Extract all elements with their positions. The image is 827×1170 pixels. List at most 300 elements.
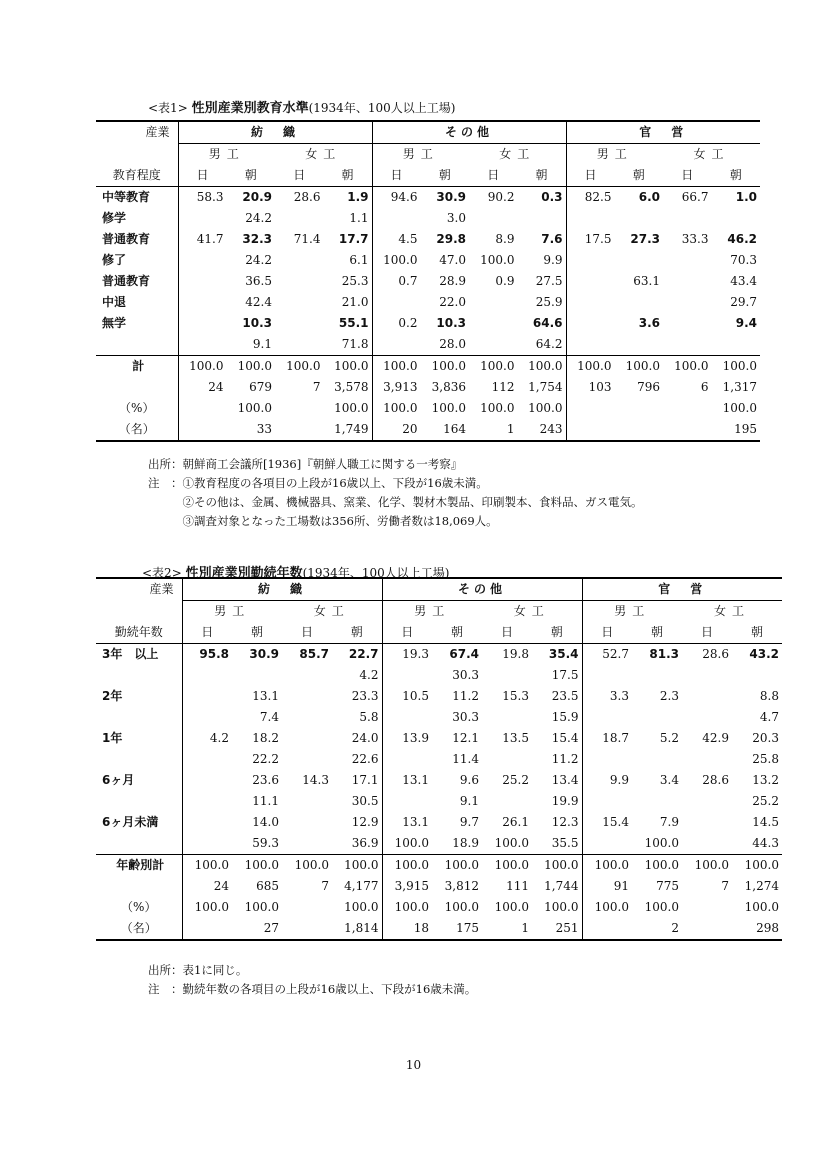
- table2-cell: [482, 707, 532, 728]
- table2-cell: 13.1: [382, 812, 432, 833]
- table2-total-cell: [682, 897, 732, 918]
- table1-cell: 24.2: [245, 253, 272, 267]
- table1-cell: [663, 334, 712, 356]
- table1-cell: 1.1: [349, 211, 369, 225]
- table2-cell: 18.2: [252, 731, 279, 745]
- table2-cell: [382, 749, 432, 770]
- table2-total-cell: 685: [256, 879, 279, 893]
- table2: [96, 577, 782, 941]
- table1-cell: 94.6: [372, 187, 421, 209]
- table1-total-label: 計: [96, 356, 178, 378]
- table2-cell: 8.8: [759, 689, 779, 703]
- table1-cell: 43.4: [730, 274, 757, 288]
- table1-cell: 0.9: [495, 274, 515, 288]
- table2-caption-num: <表2>: [142, 566, 182, 580]
- table1-cell: [275, 313, 324, 334]
- table2-cell: [182, 665, 232, 686]
- table1-cell: 58.3: [178, 187, 227, 209]
- table2-cell: [682, 812, 732, 833]
- table1-total-cell: [178, 398, 227, 419]
- table1-cell: [615, 334, 664, 356]
- table2-total-cell: [682, 918, 732, 940]
- table2-total-row: [96, 897, 782, 918]
- table1-total-cell: 7: [312, 380, 321, 394]
- table1-total-cell: [275, 398, 324, 419]
- table2-total-row: [96, 918, 782, 940]
- table1-row-label: 普通教育: [102, 274, 151, 288]
- table1-row-label: 中退: [102, 295, 127, 309]
- table2-total-cell: 100.0: [182, 855, 232, 877]
- table2-notes: [148, 961, 476, 999]
- table1-total-cell: [615, 398, 664, 419]
- table2-total-cell: 100.0: [432, 855, 482, 877]
- table2-cell: [682, 707, 732, 728]
- table1-ds-11: 朝: [712, 165, 761, 187]
- table1-total-cell: [615, 419, 664, 441]
- table2-total-cell: 100.0: [344, 900, 379, 914]
- table1-cell: 17.7: [338, 232, 369, 246]
- table2-total-cell: 100.0: [582, 855, 632, 877]
- table2-cell: 9.6: [459, 773, 479, 787]
- table1-total-cell: 195: [712, 419, 761, 441]
- table2-cell: 12.1: [452, 731, 479, 745]
- table1-hdr-rowlabel: 教育程度: [96, 165, 178, 187]
- table2-row: [96, 665, 782, 686]
- table2-cell: 18.9: [452, 836, 479, 850]
- table1-row: [96, 271, 760, 292]
- table2-total-cell: 111: [506, 879, 529, 893]
- table1-total-cell: 100.0: [566, 356, 615, 378]
- table1-cell: 66.7: [681, 190, 709, 204]
- table2-cell: [182, 770, 232, 791]
- table1-cell: 6.1: [349, 253, 369, 267]
- table1-total-cell: [178, 419, 227, 441]
- table1-total-cell: 20: [372, 419, 421, 441]
- table2-cell: 11.1: [252, 794, 279, 808]
- table1-total-cell: 100.0: [480, 401, 515, 415]
- table2-cell: [232, 665, 282, 686]
- table1-subgroup-0: 男工: [178, 144, 275, 166]
- table2-cell: 36.9: [351, 836, 379, 850]
- table1-cell: 29.7: [730, 295, 757, 309]
- table1-cell: [469, 292, 518, 313]
- table1-ds-3: 朝: [324, 165, 373, 187]
- table1-ds-8: 日: [566, 165, 615, 187]
- table2-cell: [282, 749, 332, 770]
- table1-subgroup-1: 女工: [305, 147, 342, 161]
- table1-total-cell: 1,754: [528, 380, 563, 394]
- table1-total-label: （名）: [96, 419, 178, 441]
- table1-cell: [615, 292, 664, 313]
- table2-cell: [632, 749, 682, 770]
- table2-cell: [382, 665, 432, 686]
- table2-total-cell: 100.0: [544, 900, 579, 914]
- table2-cell: 52.7: [582, 644, 632, 666]
- table2-cell: [282, 833, 332, 855]
- table2-row: [96, 707, 782, 728]
- table1-cell: 17.5: [566, 229, 615, 250]
- table1-cell: 9.9: [543, 253, 563, 267]
- table2-cell: 18.7: [582, 728, 632, 749]
- table1-total-cell: 3,836: [431, 380, 466, 394]
- table2-cell: 19.8: [502, 647, 529, 661]
- table1-cell: [566, 292, 615, 313]
- table1-cell: [178, 334, 227, 356]
- table2-cell: [732, 665, 782, 686]
- table2-cell: 7.9: [659, 815, 679, 829]
- table1-cell: [566, 271, 615, 292]
- table1-subgroup-3: 女工: [499, 147, 536, 161]
- table2-cell: 30.5: [351, 794, 379, 808]
- table2-total-cell: 100.0: [282, 855, 332, 877]
- table2-cell: [282, 686, 332, 707]
- table2-ds-10: 日: [682, 622, 732, 644]
- table1-group-2: 官 営: [566, 121, 760, 144]
- table2-total-cell: 100.0: [382, 855, 432, 877]
- table2-cell: 23.6: [252, 773, 279, 787]
- table1-row-label: 修学: [102, 211, 127, 225]
- table2-cell: [282, 665, 332, 686]
- table2-row: [96, 791, 782, 812]
- table2-cell: 100.0: [494, 836, 529, 850]
- table2-cell: 13.1: [382, 770, 432, 791]
- table1-note-line: ②その他は、金属、機械器具、窯業、化学、製材木製品、印刷製本、食料品、ガス電気。: [148, 495, 643, 509]
- table2-cell: 85.7: [299, 647, 329, 661]
- table2-total-cell: 2: [632, 918, 682, 940]
- table2-cell: [282, 812, 332, 833]
- table2-total-cell: 100.0: [582, 897, 632, 918]
- table1-total-row: [96, 398, 760, 419]
- table2-group-2: 官 営: [582, 578, 782, 601]
- table1-total-cell: 100.0: [227, 356, 276, 378]
- table1-total-cell: 100.0: [372, 356, 421, 378]
- table1-cell: [275, 271, 324, 292]
- table2-total-cell: 100.0: [332, 855, 382, 877]
- table2-total-cell: 100.0: [444, 900, 479, 914]
- table2-row-label: [96, 833, 182, 855]
- table1-cell: [712, 208, 761, 229]
- table1-total-cell: 100.0: [324, 356, 373, 378]
- table1-cell: [178, 313, 227, 334]
- table2-cell: 9.9: [582, 770, 632, 791]
- table1-cell: 30.9: [436, 190, 466, 204]
- table1-cell: [275, 292, 324, 313]
- table1: [96, 120, 760, 442]
- table1-cell: [566, 313, 615, 334]
- table1-row: [96, 292, 760, 313]
- table2-total-label: 年齢別計: [96, 855, 182, 877]
- table1-total-cell: 100.0: [722, 401, 757, 415]
- table2-note-line: 注 ：勤続年数の各項目の上段が16歳以上、下段が16歳未満。: [148, 982, 477, 996]
- table2-cell: [182, 686, 232, 707]
- table2-cell: 11.2: [452, 689, 479, 703]
- table2-ds-8: 日: [582, 622, 632, 644]
- table2-total-cell: [582, 918, 632, 940]
- table1-subgroup-5: 女工: [693, 147, 730, 161]
- table1-total-cell: 100.0: [518, 356, 567, 378]
- table2-cell: [582, 665, 632, 686]
- table1-row: [96, 250, 760, 271]
- table1-cell: 46.2: [727, 232, 757, 246]
- table2-cell: 35.5: [551, 836, 579, 850]
- table1-row-label: 中等教育: [102, 190, 151, 204]
- table1-row-label: 無学: [102, 316, 127, 330]
- table2-caption-title: 性別産業別勤続年数: [185, 566, 303, 581]
- table2-subgroup-5: 女工: [713, 604, 750, 618]
- table2-cell: [582, 833, 632, 855]
- table1-ds-6: 日: [469, 165, 518, 187]
- table2-ds-7: 朝: [532, 622, 582, 644]
- table1-total-cell: 100.0: [421, 356, 470, 378]
- table2-cell: 67.4: [449, 647, 479, 661]
- table2-cell: [382, 791, 432, 812]
- table1-cell: 70.3: [730, 253, 757, 267]
- table2-cell: 24.0: [351, 731, 379, 745]
- table1-header-groups: [96, 121, 760, 144]
- table2-cell: 19.9: [551, 794, 579, 808]
- table2-row-label: 2年: [102, 689, 123, 703]
- table1-cell: [178, 250, 227, 271]
- table2-cell: 9.1: [459, 794, 479, 808]
- table2-total-row: [96, 855, 782, 877]
- table2-total-cell: 1: [482, 918, 532, 940]
- table2-row-label: 6ヶ月: [102, 773, 135, 787]
- table2-row-label: [96, 749, 182, 770]
- table2-cell: 44.3: [752, 836, 779, 850]
- table1-caption-title: 性別産業別教育水準: [191, 101, 309, 116]
- table1-total-cell: 100.0: [372, 398, 421, 419]
- table2-cell: 95.8: [182, 644, 232, 666]
- table1-cell: [469, 313, 518, 334]
- table2-cell: 5.8: [359, 710, 379, 724]
- table2-cell: [582, 707, 632, 728]
- table1-caption-num: <表1>: [148, 101, 188, 115]
- table2-group-1: その他: [382, 578, 582, 601]
- table2-cell: 19.3: [382, 644, 432, 666]
- table1-cell: 41.7: [178, 229, 227, 250]
- table1-total-cell: 100.0: [237, 401, 272, 415]
- table1-cell: 1.9: [347, 190, 369, 204]
- table2-cell: 17.5: [551, 668, 579, 682]
- table1-caption-note: (1934年、100人以上工場): [308, 101, 456, 115]
- table2-row-label: [96, 791, 182, 812]
- table2-cell: 14.0: [252, 815, 279, 829]
- table2-cell: 4.2: [359, 668, 379, 682]
- table2-cell: 22.2: [252, 752, 279, 766]
- table1-cell: 0.3: [541, 190, 563, 204]
- table1-total-cell: 1,749: [324, 419, 373, 441]
- table1-cell: 3.6: [638, 316, 660, 330]
- table2-cell: 9.7: [459, 815, 479, 829]
- table2-cell: 12.9: [351, 815, 379, 829]
- table2-cell: 3.3: [582, 686, 632, 707]
- table1-cell: 63.1: [633, 274, 660, 288]
- table2-ds-11: 朝: [732, 622, 782, 644]
- table2-row: [96, 686, 782, 707]
- table1-row: [96, 334, 760, 356]
- table2-cell: [582, 791, 632, 812]
- table2-cell: 43.2: [749, 647, 779, 661]
- table1-total-cell: [566, 398, 615, 419]
- table2-subgroup-3: 女工: [513, 604, 550, 618]
- table2-cell: 35.4: [548, 647, 579, 661]
- table1-total-cell: 100.0: [615, 356, 664, 378]
- table2-subgroup-4: 男工: [582, 601, 682, 623]
- table2-cell: 23.3: [351, 689, 379, 703]
- table1-cell: [566, 250, 615, 271]
- table2-cell: [282, 707, 332, 728]
- table1-cell: [663, 313, 712, 334]
- table1-cell: [178, 292, 227, 313]
- table1-ds-9: 朝: [615, 165, 664, 187]
- table2-cell: [682, 791, 732, 812]
- table2-total-cell: 100.0: [232, 855, 282, 877]
- table2-total-cell: 100.0: [382, 897, 432, 918]
- table1-cell: [615, 250, 664, 271]
- table1-total-cell: 100.0: [712, 356, 761, 378]
- table2-row-label: [96, 665, 182, 686]
- table2-row-label: 6ヶ月未満: [102, 815, 159, 829]
- table1-total-cell: 3,578: [334, 380, 369, 394]
- table1-ds-1: 朝: [227, 165, 276, 187]
- table2-total-cell: 100.0: [744, 900, 779, 914]
- table1-total-cell: 1,317: [722, 380, 757, 394]
- table2-total-cell: 100.0: [182, 897, 232, 918]
- table2-cell: 13.2: [752, 773, 779, 787]
- table1-total-row: [96, 377, 760, 398]
- table1-cell: 100.0: [372, 250, 421, 271]
- table2-total-label: （%）: [121, 900, 157, 914]
- table2-total-label: （名）: [96, 918, 182, 940]
- table1-ds-7: 朝: [518, 165, 567, 187]
- table1-total-cell: 100.0: [469, 356, 518, 378]
- table2-total-cell: [282, 918, 332, 940]
- table2-total-cell: 100.0: [494, 900, 529, 914]
- table2-header-ds: [96, 622, 782, 644]
- table1-total-cell: 164: [421, 419, 470, 441]
- table1-cell: [372, 208, 421, 229]
- table2-ds-1: 朝: [232, 622, 282, 644]
- table1-cell: 71.8: [341, 337, 369, 351]
- table1-cell: [663, 208, 712, 229]
- table2-total-cell: 100.0: [632, 855, 682, 877]
- table2-cell: 15.4: [582, 812, 632, 833]
- table2-row: [96, 728, 782, 749]
- table1-total-label: （%）: [119, 401, 155, 415]
- table2-cell: 13.4: [551, 773, 579, 787]
- page-number: 10: [405, 1058, 422, 1072]
- table1-total-cell: [566, 419, 615, 441]
- table1-cell: 10.3: [436, 316, 466, 330]
- table1-cell: 28.0: [439, 337, 466, 351]
- table2-total-cell: 175: [432, 918, 482, 940]
- table2-cell: [382, 707, 432, 728]
- table2-cell: 4.2: [182, 728, 232, 749]
- table1-cell: 47.0: [439, 253, 466, 267]
- table1-cell: [372, 292, 421, 313]
- table2-total-cell: 100.0: [244, 900, 279, 914]
- table2-cell: [632, 791, 682, 812]
- table1-cell: [275, 208, 324, 229]
- table2-subgroup-0: 男工: [182, 601, 282, 623]
- table1-total-cell: 33: [227, 419, 276, 441]
- table1-cell: [275, 250, 324, 271]
- table2-cell: 100.0: [382, 833, 432, 855]
- table1-cell: 22.0: [439, 295, 466, 309]
- table1-cell: 25.9: [535, 295, 563, 309]
- table1-total-cell: 100.0: [663, 356, 712, 378]
- table2-cell: 26.1: [502, 815, 529, 829]
- table1-cell: 4.5: [372, 229, 421, 250]
- table1-cell: 36.5: [245, 274, 272, 288]
- table1-cell: 27.3: [630, 232, 660, 246]
- table1-cell: 1.0: [735, 190, 757, 204]
- table1-cell: 9.4: [735, 316, 757, 330]
- table1-cell: 25.3: [341, 274, 369, 288]
- table1-notes: [148, 455, 643, 531]
- table2-cell: 23.5: [551, 689, 579, 703]
- table2-cell: 11.4: [452, 752, 479, 766]
- table2-total-cell: [282, 897, 332, 918]
- table2-total-row: [96, 876, 782, 897]
- table2-cell: 20.3: [752, 731, 779, 745]
- table2-cell: 30.9: [249, 647, 279, 661]
- table1-header-ds: [96, 165, 760, 187]
- table1-cell: [518, 208, 567, 229]
- table1-cell: [372, 334, 421, 356]
- table2-cell: [682, 665, 732, 686]
- table2-cell: 22.6: [351, 752, 379, 766]
- table1-total-cell: [663, 419, 712, 441]
- table1-cell: [615, 208, 664, 229]
- table2-total-cell: 1,274: [744, 879, 779, 893]
- table2-cell: [482, 749, 532, 770]
- table1-cell: 6.0: [638, 190, 660, 204]
- table1-total-cell: 679: [249, 380, 272, 394]
- table1-row-label: 普通教育: [102, 232, 151, 246]
- table2-row: [96, 833, 782, 855]
- table1-total-cell: 103: [566, 377, 615, 398]
- table1-ds-0: 日: [178, 165, 227, 187]
- table1-ds-4: 日: [372, 165, 421, 187]
- table2-cell: [582, 749, 632, 770]
- table2-total-cell: 24: [182, 876, 232, 897]
- table2-ds-5: 朝: [432, 622, 482, 644]
- table1-note-line: 出所：朝鮮商工会議所[1936]『朝鮮人職工に関する一考察』: [148, 457, 463, 471]
- table2-row: [96, 812, 782, 833]
- table1-cell: 33.3: [681, 232, 709, 246]
- table1-cell: 27.5: [535, 274, 563, 288]
- table2-ds-9: 朝: [632, 622, 682, 644]
- table1-cell: 7.6: [541, 232, 563, 246]
- table1-total-cell: 100.0: [275, 356, 324, 378]
- table1-header-sub: [96, 144, 760, 166]
- table2-hdr-rowlabel: 勤続年数: [96, 622, 182, 644]
- table2-cell: 15.9: [551, 710, 579, 724]
- table1-cell: 3.0: [446, 211, 466, 225]
- table1-cell: [178, 271, 227, 292]
- table1-row-label: 修了: [102, 253, 127, 267]
- table1-total-cell: [275, 419, 324, 441]
- table2-total-cell: 251: [532, 918, 582, 940]
- table1-note-line: 注 ：①教育程度の各項目の上段が16歳以上、下段が16歳未満。: [148, 476, 488, 490]
- table2-cell: 12.3: [551, 815, 579, 829]
- table2-cell: [682, 686, 732, 707]
- table1-note-line: ③調査対象となった工場数は356所、労働者数は18,069人。: [148, 514, 498, 528]
- table1-subgroup-2: 男工: [372, 144, 469, 166]
- table1-total-cell: 112: [491, 380, 515, 394]
- table2-cell: [282, 791, 332, 812]
